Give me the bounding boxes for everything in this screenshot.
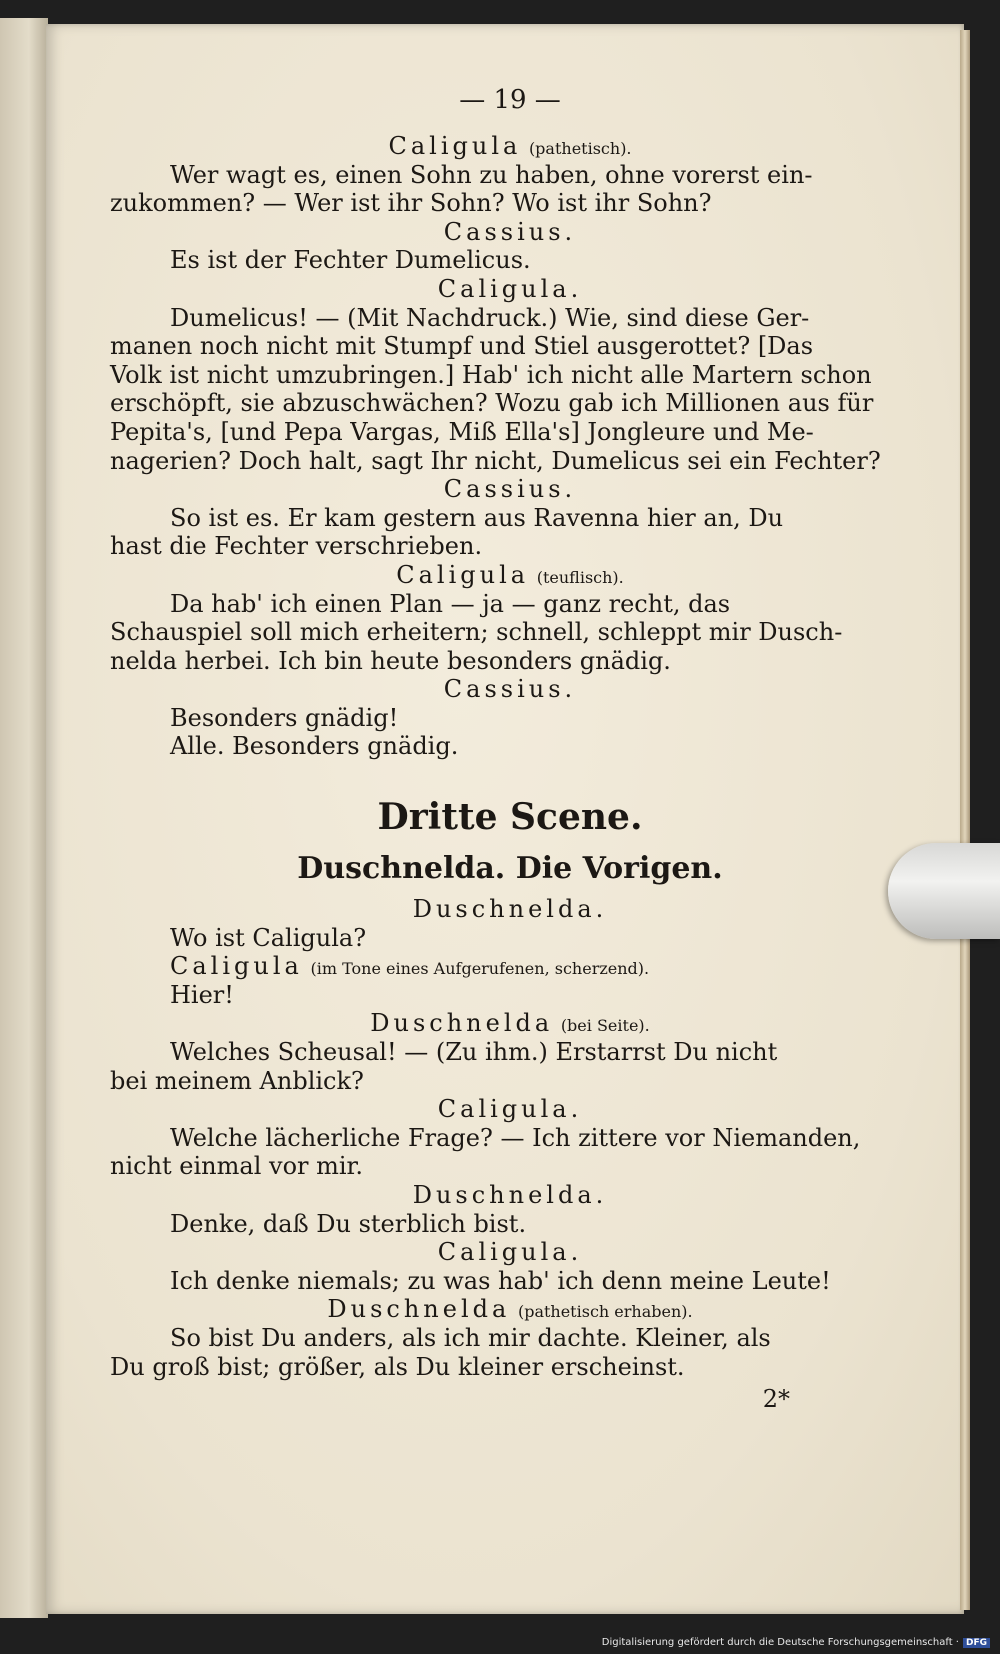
speaker-line: Caligula (teuflisch).: [396, 560, 624, 589]
text-line: Denke, daß Du sterblich bist.: [170, 1209, 527, 1238]
previous-page-edge: [0, 18, 48, 1618]
speaker-line: Caligula (pathetisch).: [388, 132, 632, 160]
text-line: So ist es. Er kam gestern aus Ravenna hier an, Du: [170, 503, 784, 532]
speaker-line: Caligula (im Tone eines Aufgerufenen, scherzend).: [170, 952, 650, 981]
page-clip: [888, 843, 1000, 939]
text-line: Schauspiel soll mich erheitern; schnell, schleppt mir Dusch-: [110, 618, 843, 647]
text-line: Welche lächerliche Frage? — Ich zittere vor Niemanden,: [170, 1123, 861, 1152]
speaker-line: Cassius.: [443, 475, 577, 504]
text-line: erschöpft, sie abzuschwächen? Wozu gab ich Millionen aus für: [110, 389, 874, 418]
text-line: bei meinem Anblick?: [110, 1066, 364, 1095]
speaker-line: Caligula.: [437, 274, 583, 303]
text-line: Hier!: [170, 980, 234, 1009]
text-line: Alle. Besonders gnädig.: [170, 732, 459, 761]
text-line: Besonders gnädig!: [170, 703, 399, 732]
text-line: Es ist der Fechter Dumelicus.: [170, 246, 531, 275]
page-fore-edge: [960, 30, 970, 1610]
text-line: Wo ist Caligula?: [170, 923, 367, 952]
page-text: [110, 86, 910, 1417]
dfg-logo: DFG: [963, 1638, 990, 1648]
speaker-line: Caligula.: [437, 1095, 583, 1124]
text-line: nelda herbei. Ich bin heute besonders gnädig.: [110, 646, 671, 675]
text-line: manen noch nicht mit Stumpf und Stiel ausgerottet? [Das: [110, 332, 814, 361]
text-line: So bist Du anders, als ich mir dachte. Kleiner, als: [170, 1323, 771, 1352]
text-line: nicht einmal vor mir.: [110, 1152, 364, 1181]
text-line: hast die Fechter verschrieben.: [110, 532, 483, 561]
speaker-line: Cassius.: [443, 675, 577, 704]
text-line: Da hab' ich einen Plan — ja — ganz recht, das: [170, 589, 731, 618]
text-line: zukommen? — Wer ist ihr Sohn? Wo ist ihr Sohn?: [110, 189, 712, 218]
scene-title: Dritte Scene.: [377, 796, 643, 839]
text-line: Volk ist nicht umzubringen.] Hab' ich nicht alle Martern schon: [110, 360, 872, 389]
text-line: Welches Scheusal! — (Zu ihm.) Erstarrst Du nicht: [170, 1038, 778, 1067]
text-line: Du groß bist; größer, als Du kleiner erscheinst.: [110, 1352, 685, 1381]
speaker-line: Caligula.: [437, 1238, 583, 1267]
scene-cast: Duschnelda. Die Vorigen.: [297, 851, 723, 887]
page-number: — 19 —: [459, 85, 561, 115]
text-line: Ich denke niemals; zu was hab' ich denn meine Leute!: [170, 1266, 831, 1295]
speaker-line: Duschnelda.: [412, 1181, 608, 1209]
speaker-line: Duschnelda.: [412, 895, 608, 924]
speaker-line: Duschnelda (bei Seite).: [370, 1009, 650, 1038]
text-line: nagerien? Doch halt, sagt Ihr nicht, Dumelicus sei ein Fechter?: [110, 446, 881, 475]
speaker-line: Cassius.: [443, 217, 577, 246]
text-line: Wer wagt es, einen Sohn zu haben, ohne vorerst ein-: [170, 160, 813, 189]
digitization-credit: Digitalisierung gefördert durch die Deutsche Forschungsgemeinschaft · DFG: [602, 1637, 990, 1648]
text-line: Dumelicus! — (Mit Nachdruck.) Wie, sind diese Ger-: [170, 303, 810, 332]
text-line: Pepita's, [und Pepa Vargas, Miß Ella's] Jongleure und Me-: [110, 417, 814, 446]
signature-mark: 2*: [762, 1385, 790, 1414]
speaker-line: Duschnelda (pathetisch erhaben).: [327, 1295, 693, 1324]
spacer: [110, 761, 910, 791]
